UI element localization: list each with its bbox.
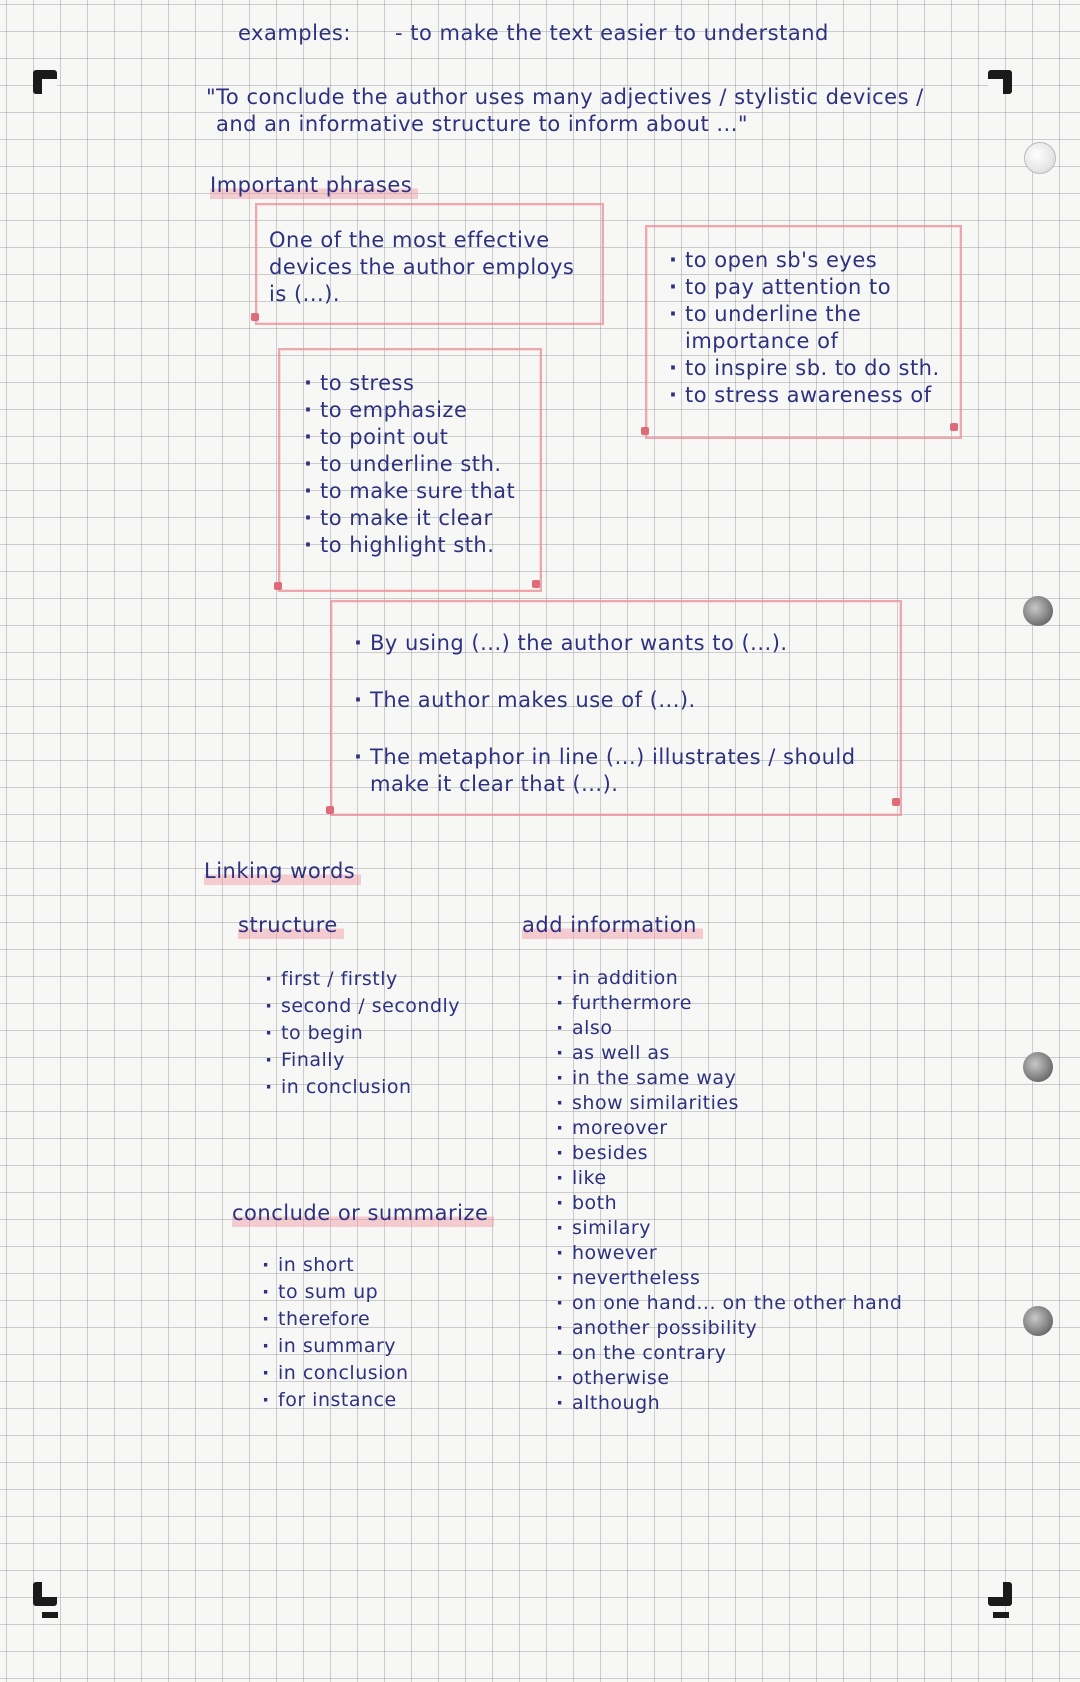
conclude-heading: conclude or summarize [232, 1200, 494, 1227]
corner-marker-top-right [988, 70, 1012, 94]
box3-item: · to emphasize [304, 397, 515, 424]
conclude-item: · in summary [262, 1333, 409, 1360]
phrase-box-author-uses [330, 600, 902, 816]
structure-item: · to begin [265, 1020, 460, 1047]
add-item: · although [556, 1391, 902, 1416]
add-item: · on one hand... on the other hand [556, 1291, 902, 1316]
conclusion-line-1: "To conclude the author uses many adjectives / stylistic devices / [206, 85, 924, 109]
add-item: · nevertheless [556, 1266, 902, 1291]
box4-item: · The author makes use of (...). [354, 687, 874, 714]
add-item: · otherwise [556, 1366, 902, 1391]
structure-item: · Finally [265, 1047, 460, 1074]
conclude-item: · for instance [262, 1387, 409, 1414]
box2-item: · to underline the importance of [669, 301, 905, 355]
corner-marker-top-left [33, 70, 57, 94]
box1-line: devices the author employs [269, 255, 575, 279]
conclude-item: · therefore [262, 1306, 409, 1333]
box3-item: · to make sure that [304, 478, 515, 505]
add-item: · another possibility [556, 1316, 902, 1341]
add-item: · besides [556, 1141, 902, 1166]
structure-list [265, 966, 460, 1101]
box4-item: · The metaphor in line (...) illustrates / should make it clear that (...). [354, 744, 874, 798]
add-item: · furthermore [556, 991, 902, 1016]
structure-item: · first / firstly [265, 966, 460, 993]
conclude-item: · to sum up [262, 1279, 409, 1306]
box2-item: · to stress awareness of [669, 382, 949, 409]
box3-item: · to stress [304, 370, 515, 397]
box3-item: · to point out [304, 424, 515, 451]
phrase-box-open-eyes [645, 225, 962, 439]
box1-line: One of the most effective [269, 228, 550, 252]
corner-bar-bottom-left [42, 1612, 58, 1618]
box2-item: · to open sb's eyes [669, 247, 949, 274]
box3-item: · to make it clear [304, 505, 515, 532]
examples-label: examples: [238, 21, 351, 45]
corner-marker-bottom-left [33, 1582, 57, 1606]
add-item: · in the same way [556, 1066, 902, 1091]
corner-marker-bottom-right [988, 1582, 1012, 1606]
add-information-list [556, 966, 902, 1416]
add-item: · in addition [556, 966, 902, 991]
add-item: · both [556, 1191, 902, 1216]
conclude-list [262, 1252, 409, 1414]
structure-item: · second / secondly [265, 993, 460, 1020]
conclude-item: · in short [262, 1252, 409, 1279]
structure-heading: structure [238, 912, 344, 939]
add-information-heading: add information [522, 912, 703, 939]
box4-item: · By using (...) the author wants to (...). [354, 630, 874, 657]
punch-hole [1023, 1306, 1053, 1336]
box3-item: · to highlight sth. [304, 532, 515, 559]
important-phrases-heading: Important phrases [210, 172, 418, 199]
phrase-box-effective-devices [255, 203, 604, 325]
box2-item: · to pay attention to [669, 274, 949, 301]
examples-text: - to make the text easier to understand [395, 21, 829, 45]
box1-line: is (...). [269, 282, 341, 306]
box2-item: · to inspire sb. to do sth. [669, 355, 949, 382]
corner-bar-bottom-right [993, 1612, 1009, 1618]
add-item: · also [556, 1016, 902, 1041]
phrase-box-stress [278, 348, 542, 592]
conclude-item: · in conclusion [262, 1360, 409, 1387]
linking-words-heading: Linking words [204, 858, 361, 885]
add-item: · show similarities [556, 1091, 902, 1116]
add-item: · moreover [556, 1116, 902, 1141]
punch-hole [1024, 142, 1056, 174]
structure-item: · in conclusion [265, 1074, 460, 1101]
box3-item: · to underline sth. [304, 451, 515, 478]
add-item: · like [556, 1166, 902, 1191]
punch-hole [1023, 596, 1053, 626]
add-item: · however [556, 1241, 902, 1266]
add-item: · as well as [556, 1041, 902, 1066]
conclusion-line-2: and an informative structure to inform about ..." [216, 112, 749, 136]
add-item: · on the contrary [556, 1341, 902, 1366]
add-item: · similary [556, 1216, 902, 1241]
punch-hole [1023, 1052, 1053, 1082]
